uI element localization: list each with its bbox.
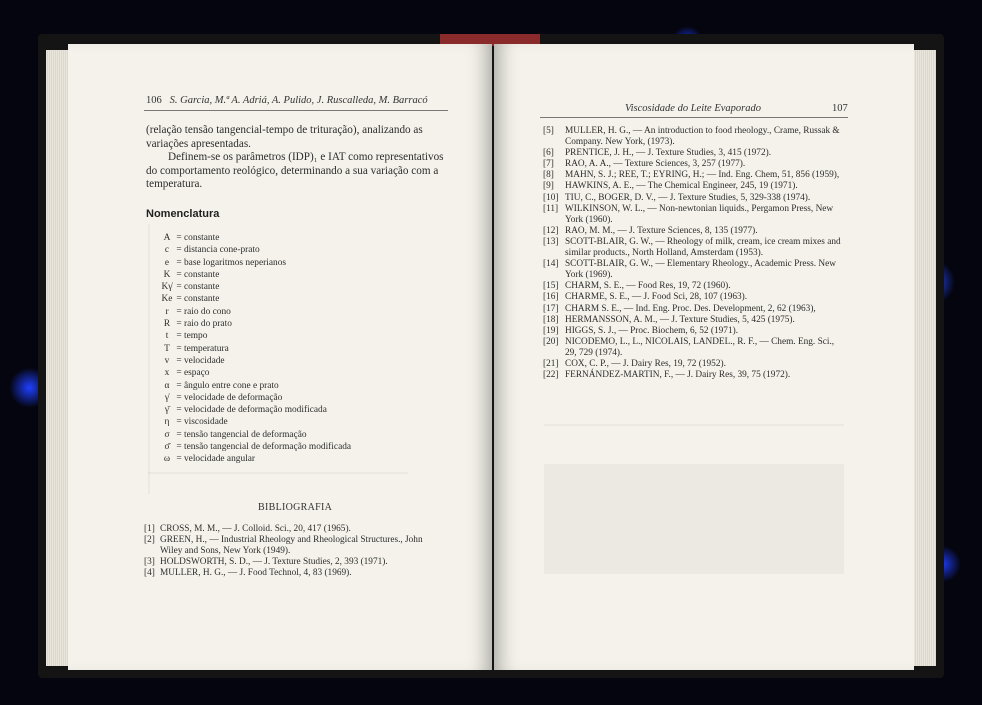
reference-item: [20] NICODEMO, L., L., NICOLAIS, LANDEL., R. F., — Chem. Eng. Sci., 29, 729 (1974).	[543, 336, 835, 358]
left-page-stack	[46, 50, 68, 666]
nomenclature-item: η = viscosidade	[164, 417, 228, 428]
reference-item: [12] RAO, M. M., — J. Texture Sciences, 8, 135 (1977).	[543, 225, 758, 236]
nomenclature-item: r = raio do cono	[165, 306, 231, 317]
right-header-rule	[540, 117, 848, 118]
right-page-number: 107	[832, 103, 848, 114]
right-running-header	[625, 103, 848, 114]
nomenclature-item: K = constante	[163, 269, 220, 280]
nomenclature-item: ω = velocidade angular	[163, 454, 256, 465]
nomenclature-item: t = tempo	[165, 331, 208, 342]
left-running-header	[146, 95, 428, 106]
reference-item: [17] CHARM S. E., — Ind. Eng. Proc. Des. Development, 2, 62 (1963),	[543, 303, 816, 314]
show-through-axis	[148, 472, 408, 474]
left-paragraph-1: (relação tensão tangencial-tempo de trituração), analizando as variações apresentadas.	[146, 124, 423, 150]
reference-item: [10] TIU, C., BOGER, D. V., — J. Texture Studies, 5, 329-338 (1974).	[543, 192, 811, 203]
reference-item: [8] MAHN, S. J.; REE, T.; EYRING, H.; — Ind. Eng. Chem, 51, 856 (1959),	[543, 170, 840, 181]
reference-item: [9] HAWKINS, A. E., — The Chemical Engineer, 245, 19 (1971).	[543, 181, 798, 192]
show-through-text	[544, 464, 844, 574]
nomenclature-item: e = base logaritmos neperianos	[164, 257, 287, 268]
reference-item: [14] SCOTT-BLAIR, G. W., — Elementary Rheology., Academic Press. New York (1969).	[543, 259, 836, 281]
bibliography-title: BIBLIOGRAFIA	[258, 502, 333, 513]
reference-item: [7] RAO, A. A., — Texture Sciences, 3, 257 (1977).	[543, 159, 746, 170]
nomenclature-item: Kγ̇ = constante	[161, 282, 220, 293]
reference-item: [13] SCOTT-BLAIR, G. W., — Rheology of milk, cream, ice cream mixes and similar products., North Holland, Amsterdam (1953).	[543, 236, 841, 259]
right-running-title: Viscosidade do Leite Evaporado	[625, 103, 761, 114]
left-page-number: 106	[146, 95, 162, 106]
reference-item: [21] COX, C. P., — J. Dairy Res, 19, 72 (1952).	[543, 358, 726, 369]
nomenclature-item: x = espaço	[164, 368, 210, 379]
nomenclature-item: Ke = constante	[161, 294, 220, 305]
reference-item: [6] PRENTICE, J. H., — J. Texture Studies, 3, 415 (1972).	[543, 148, 772, 159]
nomenclature-item: γ̇ = velocidade de deformação	[164, 392, 283, 403]
reference-item: [15] CHARM, S. E., — Food Res, 19, 72 (1960).	[543, 281, 731, 292]
nomenclature-list	[160, 232, 351, 466]
reference-item: [2] GREEN, H., — Industrial Rheology and Rheological Structures., John Wiley and Sons, New York (1949).	[144, 535, 423, 557]
left-running-title: S. Garcia, M.ª A. Adriá, A. Pulido, J. Ruscalleda, M. Barracó	[169, 95, 428, 106]
reference-item: [11] WILKINSON, W. L., — Non-newtonian liquids., Pergamon Press, New York (1960).	[543, 203, 834, 225]
reference-item: [18] HERMANSSON, A. M., — J. Texture Studies, 5, 425 (1975).	[543, 314, 795, 325]
left-header-rule	[144, 110, 448, 111]
left-paragraph-2: Definem-se os parâmetros (IDP)₁ e IAT como representativos do comportamento reológico, determinando a sua variação com a temperatura.	[146, 151, 444, 191]
right-page-stack	[914, 50, 936, 666]
nomenclature-item: A = constante	[163, 233, 220, 243]
show-through-line	[544, 424, 844, 426]
nomenclature-item: v = velocidade	[164, 355, 225, 366]
nomenclature-title: Nomenclatura	[146, 208, 220, 220]
reference-item: [3] HOLDSWORTH, S. D., — J. Texture Studies, 2, 393 (1971).	[144, 557, 388, 568]
nomenclature-item: R = raio do prato	[163, 319, 232, 330]
reference-item: [5] MULLER, H. G., — An introduction to food rheology., Crame, Russak & Company. New York, (1973).	[543, 126, 840, 148]
left-reference-list	[144, 524, 440, 579]
show-through-line	[148, 224, 150, 494]
nomenclature-item: T = temperatura	[164, 343, 229, 354]
right-reference-list	[543, 126, 846, 381]
reference-item: [1] CROSS, M. M., — J. Colloid. Sci., 20, 417 (1965).	[144, 524, 351, 534]
nomenclature-item: γ̄ = velocidade de deformação modificada	[164, 405, 327, 416]
nomenclature-item: c = distancia cone-prato	[164, 245, 260, 256]
reference-item: [4] MULLER, H. G., — J. Food Technol, 4, 83 (1969).	[144, 568, 352, 579]
nomenclature-item: α = ângulo entre cone e prato	[164, 380, 279, 391]
reference-item: [16] CHARME, S. E., — J. Food Sci, 28, 107 (1963).	[543, 292, 748, 303]
nomenclature-item: σ̄ = tensão tangencial de deformação modificada	[164, 442, 352, 453]
reference-item: [19] HIGGS, S. J., — Proc. Biochem, 6, 52 (1971).	[543, 325, 739, 336]
nomenclature-item: σ = tensão tangencial de deformação	[164, 429, 307, 440]
reference-item: [22] FERNÁNDEZ-MARTIN, F., — J. Dairy Res, 39, 75 (1972).	[543, 370, 791, 381]
